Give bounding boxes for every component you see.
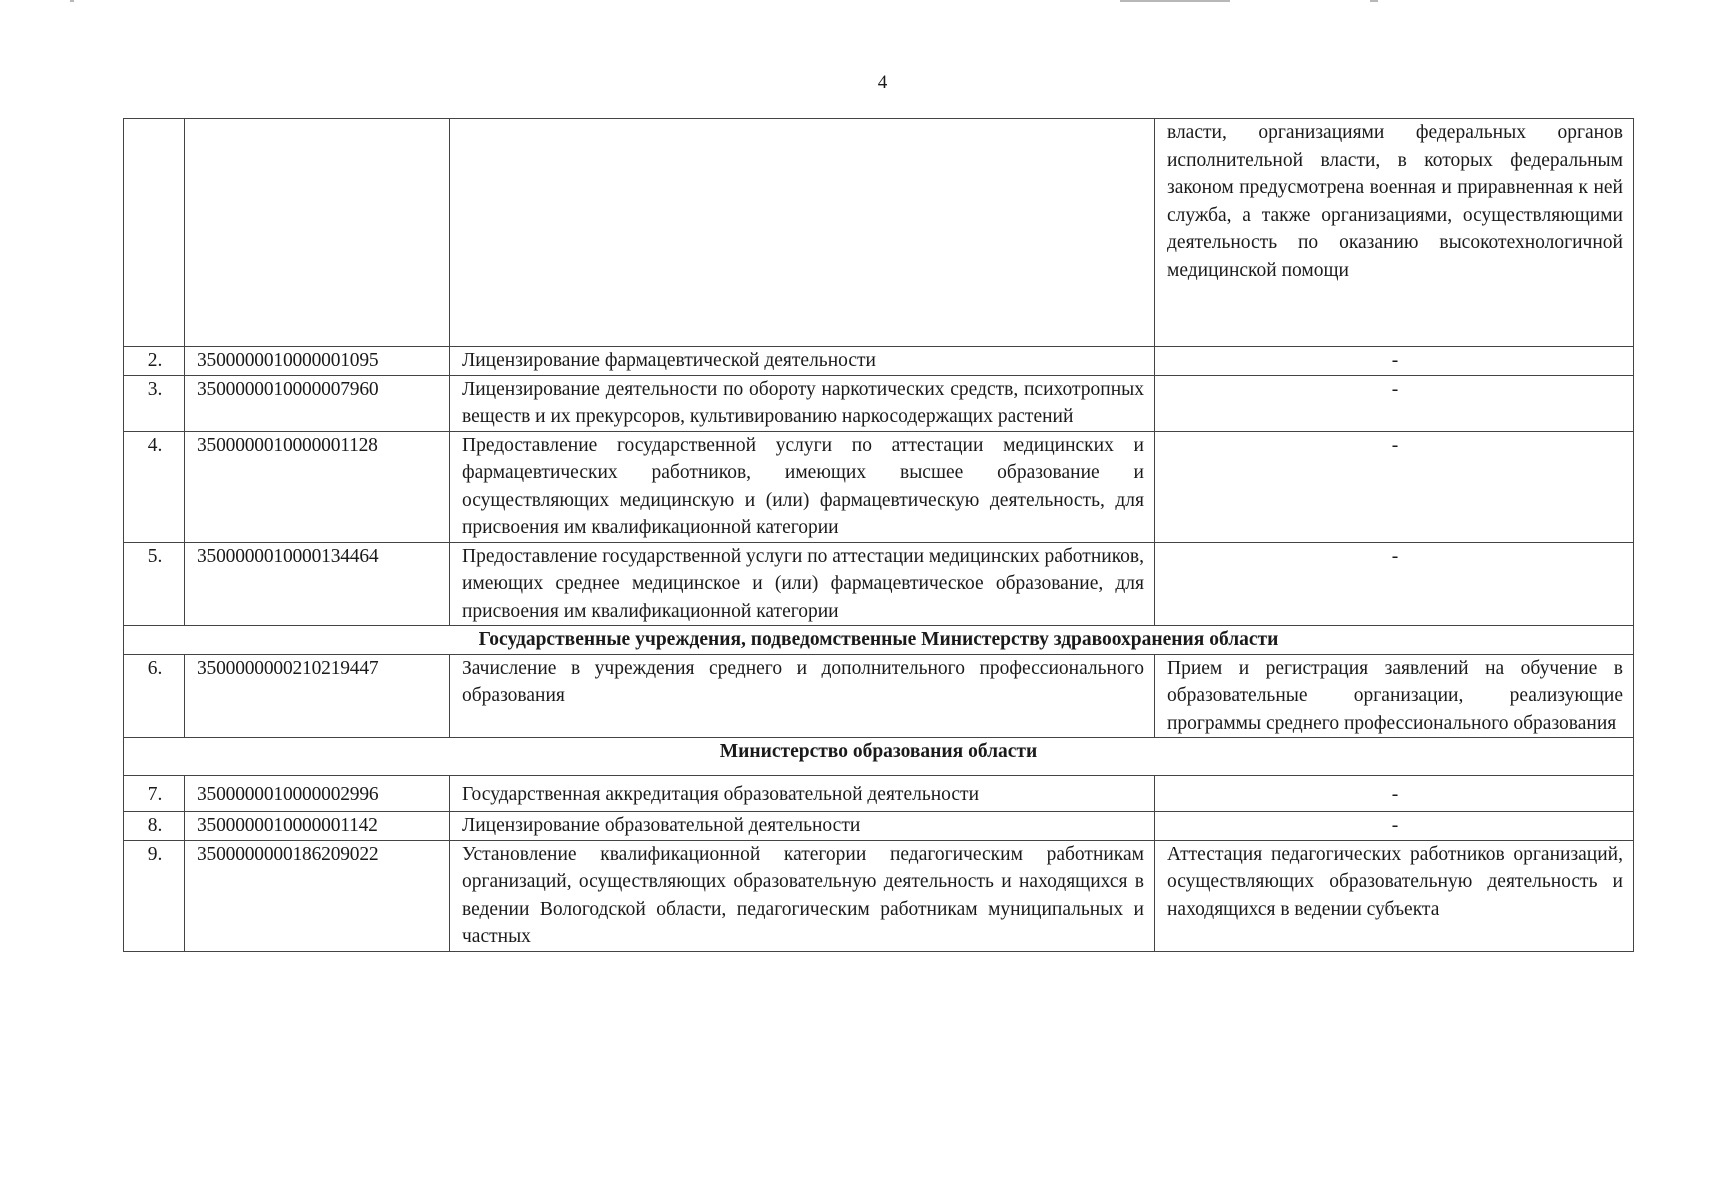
row-number xyxy=(124,119,185,347)
page-number: 4 xyxy=(877,72,888,93)
service-code: 3500000000210219447 xyxy=(185,654,450,738)
service-note: - xyxy=(1155,347,1634,376)
service-code: 3500000010000002996 xyxy=(185,776,450,812)
service-code: 3500000010000001128 xyxy=(185,431,450,542)
service-note: - xyxy=(1155,431,1634,542)
service-name: Установление квалификационной категории педагогическим работникам организаций, осуществляющих образовательную деятельность и находящихся в ведении Вологодской области, педагогическим работникам муниципальных и частных xyxy=(450,840,1155,951)
table-row xyxy=(124,840,1634,951)
table-row xyxy=(124,347,1634,376)
service-code: 3500000000186209022 xyxy=(185,840,450,951)
row-number: 3. xyxy=(124,375,185,431)
scan-top-edge xyxy=(0,0,1715,4)
service-name xyxy=(450,119,1155,347)
service-note: - xyxy=(1155,776,1634,812)
service-note: власти, организациями федеральных органов исполнительной власти, в которых федеральным законом предусмотрена военная и приравненная к ней служба, а также организациями, осуществляющими деятельность по оказанию высокотехнологичной медицинской помощи xyxy=(1155,119,1634,347)
section-title: Министерство образования области xyxy=(124,738,1634,776)
service-name: Государственная аккредитация образовательной деятельности xyxy=(450,776,1155,812)
service-code: 3500000010000134464 xyxy=(185,542,450,626)
row-number: 8. xyxy=(124,812,185,841)
section-title: Государственные учреждения, подведомственные Министерству здравоохранения области xyxy=(124,626,1634,655)
service-name: Предоставление государственной услуги по аттестации медицинских и фармацевтических работников, имеющих высшее образование и осуществляющих медицинскую и (или) фармацевтическую деятельность, для присвоения им квалификационной категории xyxy=(450,431,1155,542)
row-number: 4. xyxy=(124,431,185,542)
section-header-row xyxy=(124,626,1634,655)
row-number: 9. xyxy=(124,840,185,951)
service-name: Лицензирование деятельности по обороту наркотических средств, психотропных веществ и их прекурсоров, культивированию наркосодержащих растений xyxy=(450,375,1155,431)
row-number: 5. xyxy=(124,542,185,626)
service-name: Лицензирование фармацевтической деятельности xyxy=(450,347,1155,376)
section-header-row xyxy=(124,738,1634,776)
service-note: Прием и регистрация заявлений на обучение в образовательные организации, реализующие программы среднего профессионального образования xyxy=(1155,654,1634,738)
table-body xyxy=(124,119,1634,952)
table-row xyxy=(124,654,1634,738)
service-note: - xyxy=(1155,812,1634,841)
row-number: 7. xyxy=(124,776,185,812)
service-code: 3500000010000007960 xyxy=(185,375,450,431)
service-note: - xyxy=(1155,375,1634,431)
service-code xyxy=(185,119,450,347)
service-name: Зачисление в учреждения среднего и дополнительного профессионального образования xyxy=(450,654,1155,738)
table-row xyxy=(124,119,1634,347)
row-number: 6. xyxy=(124,654,185,738)
table-row xyxy=(124,776,1634,812)
row-number: 2. xyxy=(124,347,185,376)
service-name: Предоставление государственной услуги по аттестации медицинских работников, имеющих среднее медицинское и (или) фармацевтическое образование, для присвоения им квалификационной категории xyxy=(450,542,1155,626)
service-note: Аттестация педагогических работников организаций, осуществляющих образовательную деятельность и находящихся в ведении субъекта xyxy=(1155,840,1634,951)
table-row xyxy=(124,812,1634,841)
service-name: Лицензирование образовательной деятельности xyxy=(450,812,1155,841)
service-note: - xyxy=(1155,542,1634,626)
services-table xyxy=(123,118,1634,952)
table-row xyxy=(124,542,1634,626)
table-row xyxy=(124,375,1634,431)
service-code: 3500000010000001142 xyxy=(185,812,450,841)
table-row xyxy=(124,431,1634,542)
service-code: 3500000010000001095 xyxy=(185,347,450,376)
